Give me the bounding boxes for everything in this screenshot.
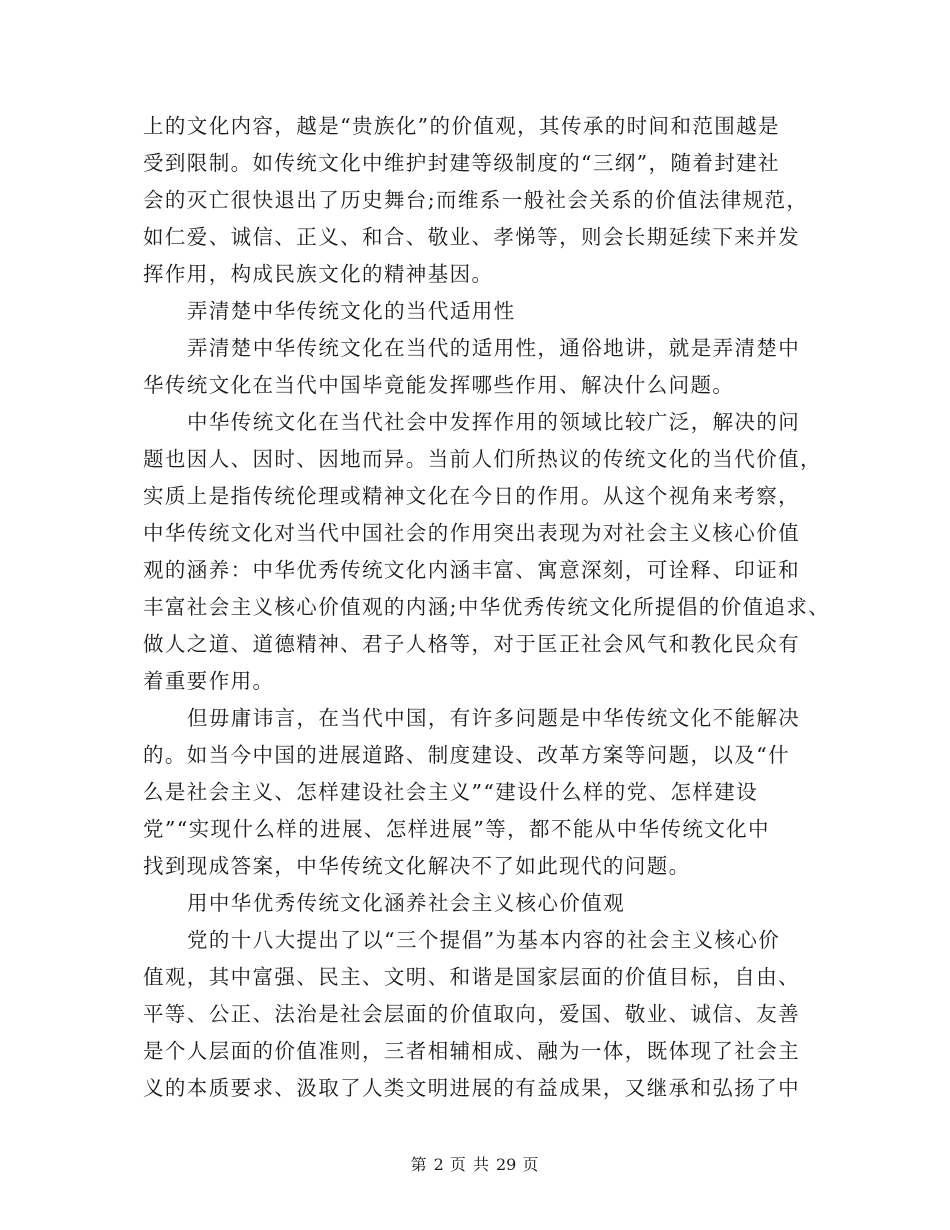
text-line: 实质上是指传统伦理或精神文化在今日的作用。从这个视角来考察， <box>143 484 800 508</box>
text-line: 找到现成答案，中华传统文化解决不了如此现代的问题。 <box>143 854 691 878</box>
document-body <box>143 108 843 1107</box>
text-line: 中华传统文化对当代中国社会的作用突出表现为对社会主义核心价值 <box>143 521 800 545</box>
current-page-number: 2 <box>433 1155 444 1174</box>
text-line: 用中华优秀传统文化涵养社会主义核心价值观 <box>187 891 625 915</box>
text-line: 丰富社会主义核心价值观的内涵;中华优秀传统文化所提倡的价值追求、 <box>143 595 831 619</box>
footer-suffix: 页 <box>522 1155 540 1174</box>
total-page-count: 29 <box>495 1155 517 1174</box>
text-line: 做人之道、道德精神、君子人格等，对于匡正社会风气和教化民众有 <box>143 632 800 656</box>
text-line: 会的灭亡很快退出了历史舞台;而维系一般社会关系的价值法律规范， <box>143 188 809 212</box>
text-line: 题也因人、因时、因地而异。当前人们所热议的传统文化的当代价值， <box>143 447 822 471</box>
text-line: 平等、公正、法治是社会层面的价值取向，爱国、敬业、诚信、友善 <box>143 1002 800 1026</box>
footer-middle: 页 共 <box>449 1155 490 1174</box>
text-line: 华传统文化在当代中国毕竟能发挥哪些作用、解决什么问题。 <box>143 373 735 397</box>
text-line: 的。如当今中国的进展道路、制度建设、改革方案等问题，以及“什 <box>143 743 790 767</box>
text-line: 受到限制。如传统文化中维护封建等级制度的“三纲”，随着封建社 <box>143 151 780 175</box>
footer-prefix: 第 <box>410 1155 428 1174</box>
text-line: 党的十八大提出了以“三个提倡”为基本内容的社会主义核心价 <box>187 928 781 952</box>
page-footer <box>0 1152 950 1175</box>
text-line: 么是社会主义、怎样建设社会主义”“建设什么样的党、怎样建设 <box>143 780 759 804</box>
text-line: 党”“实现什么样的进展、怎样进展”等，都不能从中华传统文化中 <box>143 817 770 841</box>
text-line: 中华传统文化在当代社会中发挥作用的领域比较广泛，解决的问 <box>187 410 801 434</box>
text-line: 是个人层面的价值准则，三者相辅相成、融为一体，既体现了社会主 <box>143 1039 800 1063</box>
text-line: 挥作用，构成民族文化的精神基因。 <box>143 262 494 286</box>
text-line: 着重要作用。 <box>143 669 275 693</box>
text-line: 义的本质要求、汲取了人类文明进展的有益成果，又继承和弘扬了中 <box>143 1076 800 1100</box>
text-line: 上的文化内容，越是“贵族化”的价值观，其传承的时间和范围越是 <box>143 114 780 138</box>
text-line: 值观，其中富强、民主、文明、和谐是国家层面的价值目标，自由、 <box>143 965 800 989</box>
text-line: 弄清楚中华传统文化在当代的适用性，通俗地讲，就是弄清楚中 <box>187 336 801 360</box>
text-line: 观的涵养：中华优秀传统文化内涵丰富、寓意深刻，可诠释、印证和 <box>143 558 800 582</box>
text-line: 但毋庸讳言，在当代中国，有许多问题是中华传统文化不能解决 <box>187 706 801 730</box>
text-line: 如仁爱、诚信、正义、和合、敬业、孝悌等，则会长期延续下来并发 <box>143 225 800 249</box>
text-line: 弄清楚中华传统文化的当代适用性 <box>187 299 516 323</box>
